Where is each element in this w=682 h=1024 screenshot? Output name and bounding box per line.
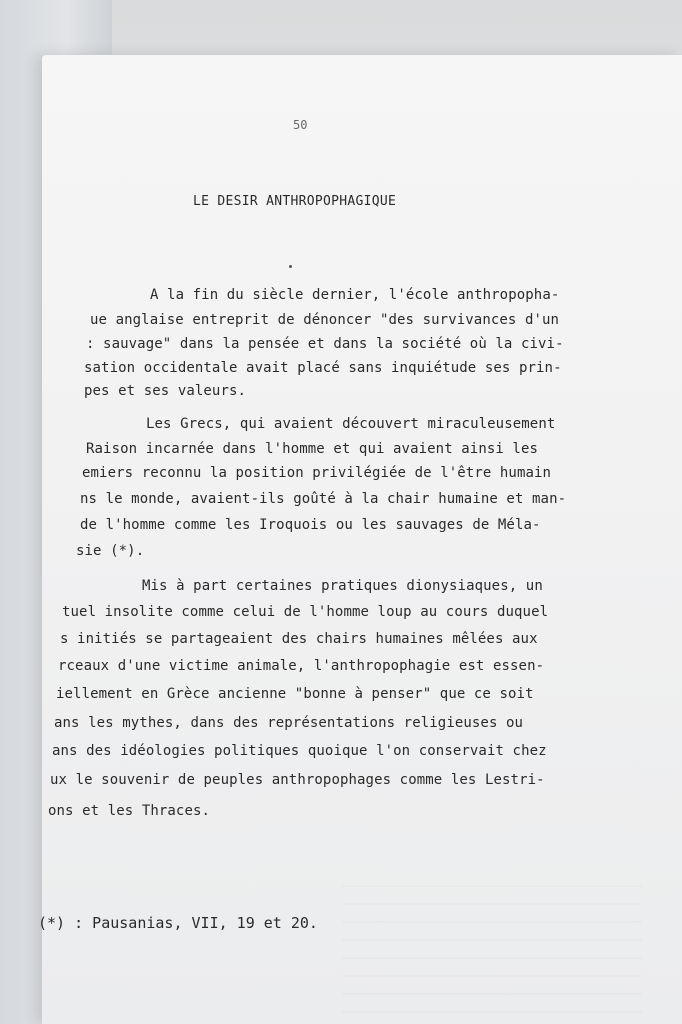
p3-line-9: ons et les Thraces.: [48, 803, 211, 819]
p3-line-2: tuel insolite comme celui de l'homme loup au cours duquel: [62, 604, 549, 620]
p3-line-1: Mis à part certaines pratiques dionysiaques, un: [142, 578, 543, 594]
page-title: LE DESIR ANTHROPOPHAGIQUE: [193, 194, 397, 209]
p2-line-5: de l'homme comme les Iroquois ou les sauvages de Méla-: [80, 517, 541, 533]
p3-line-4: rceaux d'une victime animale, l'anthropophagie est essen-: [58, 658, 545, 674]
p2-line-3: emiers reconnu la position privilégiée de l'être humain: [82, 465, 552, 481]
p3-line-7: ans des idéologies politiques quoique l'on conservait chez: [52, 743, 547, 759]
footnote: (*) : Pausanias, VII, 19 et 20.: [38, 914, 318, 932]
p1-line-2: ue anglaise entreprit de dénoncer "des survivances d'un: [90, 312, 560, 328]
p2-line-6: sie (*).: [76, 543, 145, 559]
p2-line-2: Raison incarnée dans l'homme et qui avaient ainsi les: [86, 441, 539, 457]
p1-line-4: sation occidentale avait placé sans inquiétude ses prin-: [84, 360, 562, 376]
stray-mark: [289, 265, 292, 268]
p3-line-3: s initiés se partageaient des chairs humaines mêlées aux: [60, 631, 538, 647]
p1-line-5: pes et ses valeurs.: [84, 383, 247, 399]
p3-line-8: ux le souvenir de peuples anthropophages comme les Lestri-: [50, 772, 545, 788]
p1-line-1: A la fin du siècle dernier, l'école anthropopha-: [150, 287, 560, 303]
page-number: 50: [293, 118, 308, 132]
show-through-text: [342, 885, 642, 1024]
p3-line-6: ans les mythes, dans des représentations religieuses ou: [54, 715, 524, 731]
p1-line-3: : sauvage" dans la pensée et dans la société où la civi-: [86, 336, 564, 352]
p2-line-4: ns le monde, avaient-ils goûté à la chair humaine et man-: [80, 491, 567, 507]
p3-line-5: iellement en Grèce ancienne "bonne à penser" que ce soit: [56, 686, 534, 702]
p2-line-1: Les Grecs, qui avaient découvert miraculeusement: [146, 416, 556, 432]
